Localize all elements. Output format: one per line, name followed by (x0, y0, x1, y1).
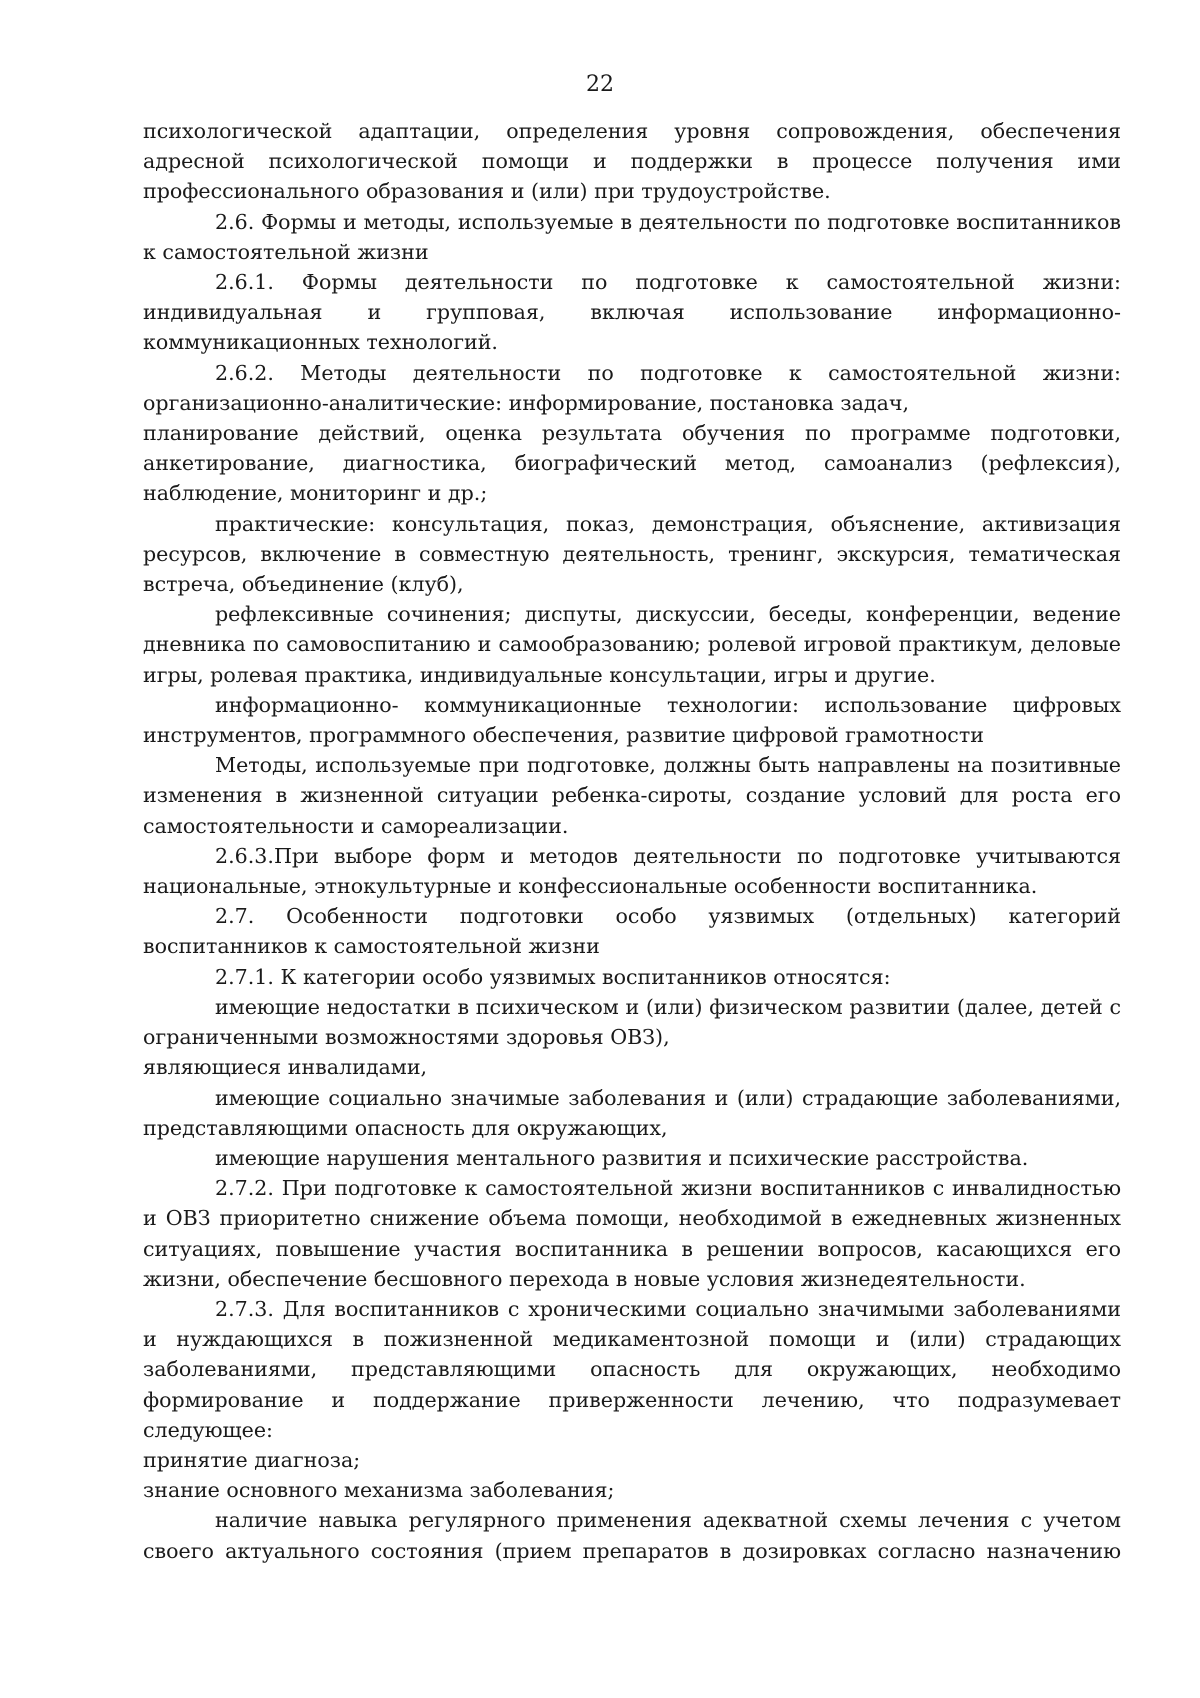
page-number: 22 (586, 72, 614, 97)
paragraph: 2.7.2. При подготовке к самостоятельной жизни воспитанников с инвалидностью и ОВЗ приоритетно снижение объема помощи, необходимой в ежедневных жизненных ситуациях, повышение участия воспитанника в решении вопросов, касающихся его жизни, обеспечение бесшовного перехода в новые условия жизнедеятельности. (143, 1176, 1121, 1291)
paragraph: 2.6.1. Формы деятельности по подготовке к самостоятельной жизни: индивидуальная и групповая, включая использование информационно-коммуникационных технологий. (143, 270, 1121, 355)
paragraph: принятие диагноза; (143, 1447, 361, 1472)
paragraph: 2.7. Особенности подготовки особо уязвимых (отдельных) категорий воспитанников к самостоятельной жизни (143, 904, 1121, 959)
paragraph: практические: консультация, показ, демонстрация, объяснение, активизация ресурсов, включение в совместную деятельность, тренинг, экскурсия, тематическая встреча, объединение (клуб), (143, 511, 1121, 597)
paragraph: являющиеся инвалидами, (143, 1055, 428, 1080)
paragraph: информационно- коммуникационные технологии: использование цифровых инструментов, программного обеспечения, развитие цифровой грамотности (143, 692, 1121, 748)
paragraph: 2.7.1. К категории особо уязвимых воспитанников относятся: (215, 964, 891, 989)
paragraph: имеющие недостатки в психическом и (или) физическом развитии (далее, детей с ограниченными возможностями здоровья ОВЗ), (143, 994, 1121, 1050)
paragraph: знание основного механизма заболевания; (143, 1478, 615, 1503)
paragraph: 2.6.2. Методы деятельности по подготовке к самостоятельной жизни: организационно-аналитические: информирование, постановка задач, (143, 360, 1121, 415)
body-text (143, 116, 1121, 1566)
paragraph: планирование действий, оценка результата обучения по программе подготовки, анкетирование, диагностика, биографический метод, самоанализ (рефлексия), наблюдение, мониторинг и др.; (143, 421, 1121, 506)
paragraph: наличие навыка регулярного применения адекватной схемы лечения с учетом своего актуального состояния (прием препаратов в дозировках согласно назначению (143, 1508, 1121, 1563)
paragraph: 2.6. Формы и методы, используемые в деятельности по подготовке воспитанников к самостоятельной жизни (143, 209, 1121, 264)
paragraph: психологической адаптации, определения уровня сопровождения, обеспечения адресной психологической помощи и поддержки в процессе получения ими профессионального образования и (или) при трудоустройстве. (143, 119, 1121, 204)
paragraph: рефлексивные сочинения; диспуты, дискуссии, беседы, конференции, ведение дневника по самовоспитанию и самообразованию; ролевой игровой практикум, деловые игры, ролевая практика, индивидуальные консультации, игры и другие. (143, 602, 1121, 687)
paragraph: 2.6.3.При выборе форм и методов деятельности по подготовке учитываются национальные, этнокультурные и конфессиональные особенности воспитанника. (143, 843, 1121, 899)
paragraph: имеющие социально значимые заболевания и (или) страдающие заболеваниями, представляющими опасность для окружающих, (143, 1085, 1121, 1140)
paragraph: Методы, используемые при подготовке, должны быть направлены на позитивные изменения в жизненной ситуации ребенка-сироты, создание условий для роста его самостоятельности и самореализации. (143, 753, 1121, 838)
paragraph: 2.7.3. Для воспитанников с хроническими социально значимыми заболеваниями и нуждающихся в пожизненной медикаментозной помощи и (или) страдающих заболеваниями, представляющими опасность для окружающих, необходимо формирование и поддержание приверженности лечению, что подразумевает следующее: (143, 1296, 1121, 1442)
paragraph: имеющие нарушения ментального развития и психические расстройства. (215, 1145, 1029, 1170)
